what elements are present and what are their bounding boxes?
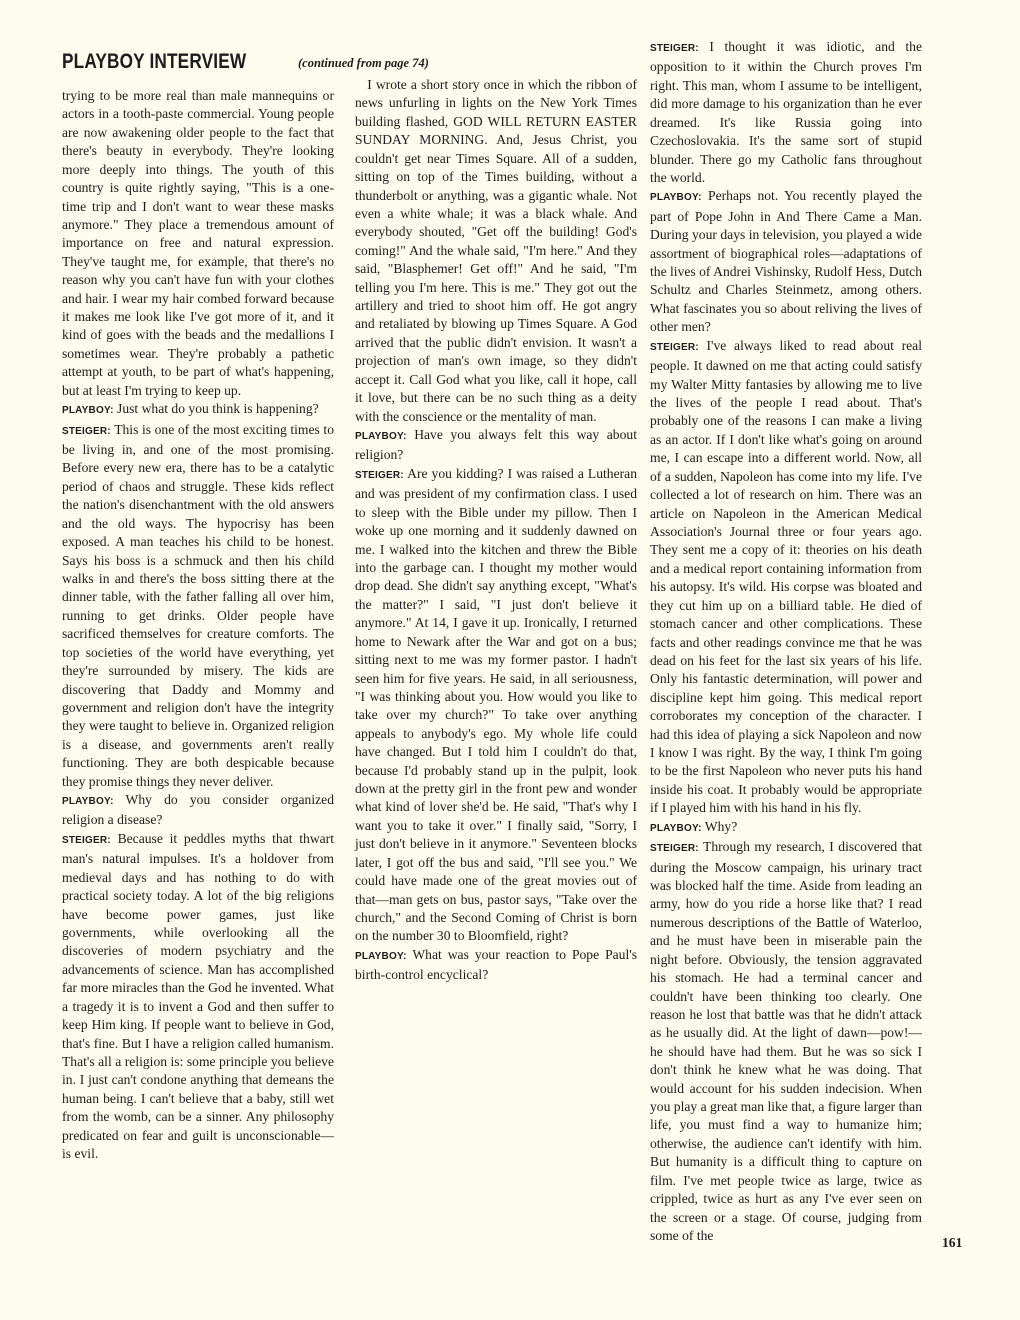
speaker-label: STEIGER: [650, 341, 699, 353]
speaker-label: PLAYBOY: [355, 431, 407, 443]
speaker-label: PLAYBOY: [355, 950, 407, 962]
paragraph [650, 187, 922, 336]
paragraph [62, 421, 334, 791]
page-title: PLAYBOY INTERVIEW [62, 50, 247, 73]
paragraph-text: Have you always felt this way about religion? [355, 427, 637, 463]
paragraph-text: What was your reaction to Pope Paul's birth-control encyclical? [355, 946, 637, 983]
continued-note: (continued from page 74) [298, 56, 429, 70]
speaker-label: STEIGER: [650, 43, 699, 54]
paragraph-text: Because it peddles myths that thwart man's natural impulses. It's a holdover from medieval days and has nothing to do with practical society today. A lot of the big religions have become power games, just like governments, while overlooking all the discoveries of modern psychiatry and the advancements of science. Man has accomplished far more miracles than the God he invented. What a tragedy it is to invent a God and then suffer to keep Him king. If people want to believe in God, that's fine. But I have a religion called humanism. That's all a religion is: some principle you believe in. I just can't condone anything that demeans the human being. I can't believe that a baby, still wet from the womb, can be a sinner. Any philosophy predicated on fear and guilt is unconscionable—is evil. [62, 830, 334, 1162]
page-number: 161 [942, 1235, 963, 1250]
speaker-label: PLAYBOY: [650, 822, 702, 834]
paragraph-text: Are you kidding? I was raised a Lutheran and was president of my confirmation class. I used to sleep with the Bible under my pillow. Then I woke up one morning and it suddenly dawned on me. I walked into the kitchen and threw the Bible into the garbage can. I thought my mother would drop dead. She didn't say anything except, "What's the matter?" I said, "I just don't believe it anymore." At 14, I gave it up. Ironically, I returned home to Newark after the War and got on a bus; sitting next to me was my former pastor. I hadn't seen him for five years. He said, in all seriousness, "I was thinking about you. How would you like to take over my church?" To take over anything appeals to anybody's ego. My whole life could have changed. But I told him I couldn't do that, because I'd probably stand up in the pulpit, look down at the pretty girl in the front pew and wonder what kind of lover she'd be. He said, "That's why I want you to take it over." I finally said, "Sorry, I just don't believe in it anymore." Seventeen blocks later, I got off the bus and said, "I'll see you." We could have made one of the great movies out of that—man gets on bus, pastor says, "Take over the church," and the Second Coming of Christ is born on the number 30 to Bloomfield, right? [355, 465, 637, 944]
column-1 [62, 87, 334, 1163]
paragraph [650, 38, 922, 187]
speaker-label: PLAYBOY: [62, 796, 114, 808]
paragraph-text: Perhaps not. You recently played the part of Pope John in And There Came a Man. During your days in television, you played a wide assortment of biographical roles—adaptations of the lives of Andrei Vishinsky, Rudolf Hess, Dutch Schultz and Charles Steinmetz, among others. What fascinates you so about reliving the lives of other men? [650, 188, 922, 335]
paragraph [355, 76, 637, 426]
paragraph [62, 791, 334, 830]
speaker-label: STEIGER: [650, 843, 699, 855]
speaker-label: STEIGER: [62, 834, 111, 846]
column-2 [355, 76, 637, 985]
paragraph [62, 400, 334, 420]
paragraph-text: I wrote a short story once in which the ribbon of news unfurling in lights on the New York Times building flashed, GOD WILL RETURN EASTER SUNDAY MORNING. And, Jesus Christ, you couldn't get near Times Square. All of a sudden, sitting on top of the Times building, without a thunderbolt or anything, was a gigantic whale. Not even a white whale; it was a black whale. And everybody shouted, "Get off the building! God's coming!" And the whale said, "I'm here." And they said, "Blasphemer! Get off!" And he said, "I'm telling you I'm here. This is me." They got out the artillery and tried to shoot him off. He got angry and retaliated by blowing up Times Square. A God arrived that the public didn't envision. It wasn't a projection of man's own image, so they didn't accept it. Call God what you like, call it hope, call it love, but there can be no such thing as a deity with the conscience or the mentality of man. [355, 77, 637, 424]
paragraph [650, 838, 922, 1245]
column-3 [650, 38, 922, 1245]
paragraph [650, 337, 922, 818]
paragraph-text: I've always liked to read about real people. It dawned on me that acting could satisfy my Walter Mitty fantasies by allowing me to live the lives of the people I read about. That's probably one of the reasons I can make a living as an actor. If I don't like what's going on around me, I can escape into a different world. Now, all of a sudden, Napoleon has come into my life. I've collected a lot of research on him. There was an article on Napoleon in the American Medical Association's Journal three or four years ago. They sent me a copy of it: theories on his death and a medical report containing information from his autopsy. It's wild. His corpse was bloated and they cut him up on a billiard table. He died of stomach cancer and other complications. These facts and other readings convince me that he was dead on his feet for the last six years of his life. Only his fantastic determination, will power and discipline kept him going. This medical report corroborates my conception of the character. I had this idea of playing a sick Napoleon and now I know I was right. By the way, I think I'm going to be the first Napoleon who never puts his hand inside his coat. It probably would be appropriate if I played him with his hand in his fly. [650, 337, 922, 816]
speaker-label: PLAYBOY: [650, 192, 702, 204]
paragraph-text: Why? [704, 818, 738, 834]
paragraph [62, 87, 334, 400]
paragraph-text: Why do you consider organized religion a disease? [62, 792, 334, 828]
paragraph [355, 465, 637, 946]
paragraph [650, 818, 922, 838]
paragraph-text: I thought it was idiotic, and the opposition to it within the Church proves I'm right. This man, whom I assume to be intelligent, did more damage to his organization than he ever dreamed. It's like Russia going into Czechoslovakia. It's the same sort of stupid blunder. There go my Catholic fans throughout the world. [650, 39, 922, 185]
paragraph-text: Through my research, I discovered that during the Moscow campaign, his urinary tract was blocked half the time. Aside from leading an army, how do you ride a horse like that? I read numerous descriptions of the Battle of Waterloo, and he must have been in miserable pain the night before. Obviously, the tension aggravated his stomach. He had a terminal cancer and couldn't have been thinking too clearly. One reason he lost that battle was that he didn't attack as he usually did. At the light of dawn—pow!—he should have had them. But he was so sick I don't think he knew what he was doing. That would account for his sudden indecision. When you play a great man like that, a figure larger than life, you must find a way to humanize him; otherwise, the audience can't identify with him. But humanity is a difficult thing to capture on film. I've met people twice as large, twice as crippled, twice as hurt as any I've ever seen on the screen or a stage. Of course, judging from some of the [650, 839, 922, 1243]
paragraph [62, 830, 334, 1164]
paragraph [355, 946, 637, 985]
paragraph-text: Just what do you think is happening? [117, 401, 319, 417]
paragraph [355, 426, 637, 465]
speaker-label: PLAYBOY: [62, 405, 114, 417]
paragraph-text: trying to be more real than male mannequins or actors in a tooth-paste commercial. Young people are now awakening older people to the fact that there's beauty in everybody. They're looking more deeply into things. The youth of this country is quite rightly saying, "This is a one-time trip and I don't want to wear these masks anymore." They place a tremendous amount of importance on free and natural expression. They've taught me, for example, that there's no reason why you can't have fun with your clothes and hair. I wear my hair combed forward because it makes me look like I've got more of it, and it kind of goes with the beads and the medallions I sometimes wear. They're probably a pathetic attempt at youth, to be part of what's happening, but at least I'm trying to keep up. [62, 88, 334, 398]
speaker-label: STEIGER: [62, 425, 111, 437]
paragraph-text: This is one of the most exciting times to be living in, and one of the most promising. Before every new era, there has to be a catalytic period of chaos and struggle. These kids reflect the nation's disenchantment with the old answers and the old ways. The hypocrisy has been exposed. A man teaches his child to be honest. Says his boss is a schmuck and then his child walks in and there's the boss sitting there at the dinner table, with the father falling all over him, running to get drinks. Older people have sacrificed themselves for creature comforts. The top societies of the world have everything, yet they're surrounded by misery. The kids are discovering that Daddy and Mommy and government and religion don't have the integrity they were taught to believe in. Organized religion is a disease, and governments aren't really functioning. They are both despicable because they promise things they never deliver. [62, 421, 335, 789]
speaker-label: STEIGER: [355, 469, 404, 481]
